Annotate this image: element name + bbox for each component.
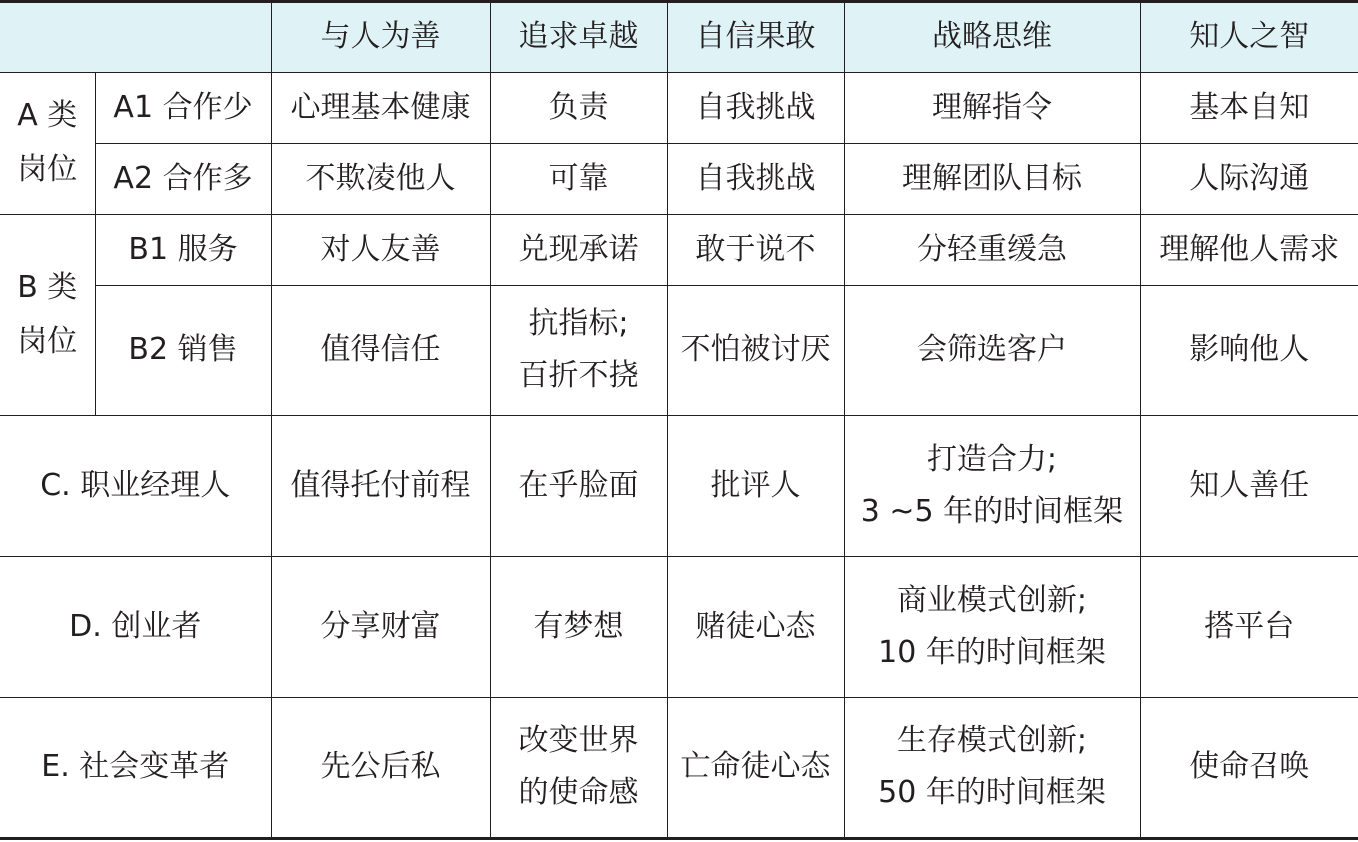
- header-cell: 与人为善: [271, 3, 490, 72]
- competency-table: [0, 3, 1358, 837]
- table-cell: 理解团队目标: [844, 143, 1140, 214]
- cell-line: 50 年的时间框架: [878, 775, 1106, 811]
- table-bottom-rule: [0, 837, 1358, 840]
- table-cell: 人际沟通: [1140, 143, 1358, 214]
- group-label-line: 岗位: [17, 152, 78, 187]
- table-row: [0, 285, 1358, 415]
- table-cell: 在乎脸面: [490, 415, 667, 556]
- table-cell: 理解指令: [844, 72, 1140, 143]
- table-cell: 对人友善: [271, 214, 490, 285]
- header-cell: 知人之智: [1140, 3, 1358, 72]
- header-cell: 战略思维: [844, 3, 1140, 72]
- group-label-a: [0, 72, 95, 214]
- table-cell: [490, 697, 667, 837]
- table-cell: 心理基本健康: [271, 72, 490, 143]
- table-cell: 使命召唤: [1140, 697, 1358, 837]
- table-cell: [844, 697, 1140, 837]
- table-cell: 批评人: [667, 415, 844, 556]
- table-row: [0, 72, 1358, 143]
- row-label: A1 合作少: [95, 72, 271, 143]
- table-cell: 负责: [490, 72, 667, 143]
- cell-line: 商业模式创新;: [896, 582, 1088, 618]
- table-cell: 理解他人需求: [1140, 214, 1358, 285]
- header-row: [0, 3, 1358, 72]
- group-label-b: [0, 214, 95, 415]
- table-cell: 分轻重缓急: [844, 214, 1140, 285]
- table-cell: 知人善任: [1140, 415, 1358, 556]
- table-row: [0, 697, 1358, 837]
- cell-line: 百折不挠: [518, 358, 639, 393]
- table-cell: [490, 285, 667, 415]
- table-cell: 亡命徒心态: [667, 697, 844, 837]
- header-cell: 自信果敢: [667, 3, 844, 72]
- row-label: A2 合作多: [95, 143, 271, 214]
- table-cell: [844, 556, 1140, 697]
- table-cell: 分享财富: [271, 556, 490, 697]
- table-cell: 值得信任: [271, 285, 490, 415]
- cell-line: 的使命感: [518, 775, 639, 811]
- table-cell: 不欺凌他人: [271, 143, 490, 214]
- cell-line: 抗指标;: [528, 306, 629, 341]
- cell-line: 3 ~5 年的时间框架: [860, 493, 1124, 529]
- cell-line: 10 年的时间框架: [878, 634, 1106, 670]
- row-label: C. 职业经理人: [0, 415, 271, 556]
- group-label-line: B 类: [17, 269, 78, 305]
- row-label: B2 销售: [95, 285, 271, 415]
- group-label-line: 岗位: [17, 323, 78, 359]
- table-cell: 基本自知: [1140, 72, 1358, 143]
- table-cell: 会筛选客户: [844, 285, 1140, 415]
- row-label: E. 社会变革者: [0, 697, 271, 837]
- table-cell: 搭平台: [1140, 556, 1358, 697]
- row-label: B1 服务: [95, 214, 271, 285]
- header-corner-cell: [0, 3, 271, 72]
- table-row: [0, 214, 1358, 285]
- table-cell: 自我挑战: [667, 143, 844, 214]
- table-cell: 不怕被讨厌: [667, 285, 844, 415]
- group-label-line: A 类: [17, 98, 78, 133]
- table-row: [0, 415, 1358, 556]
- table-cell: 赌徒心态: [667, 556, 844, 697]
- table-cell: 值得托付前程: [271, 415, 490, 556]
- table-row: [0, 556, 1358, 697]
- table-cell: [844, 415, 1140, 556]
- table-cell: 影响他人: [1140, 285, 1358, 415]
- table-cell: 有梦想: [490, 556, 667, 697]
- table-cell: 兑现承诺: [490, 214, 667, 285]
- table-cell: 先公后私: [271, 697, 490, 837]
- table-row: [0, 143, 1358, 214]
- cell-line: 生存模式创新;: [896, 723, 1088, 759]
- table-cell: 可靠: [490, 143, 667, 214]
- table-cell: 自我挑战: [667, 72, 844, 143]
- table-cell: 敢于说不: [667, 214, 844, 285]
- cell-line: 改变世界: [518, 723, 639, 759]
- header-cell: 追求卓越: [490, 3, 667, 72]
- cell-line: 打造合力;: [926, 441, 1058, 477]
- row-label: D. 创业者: [0, 556, 271, 697]
